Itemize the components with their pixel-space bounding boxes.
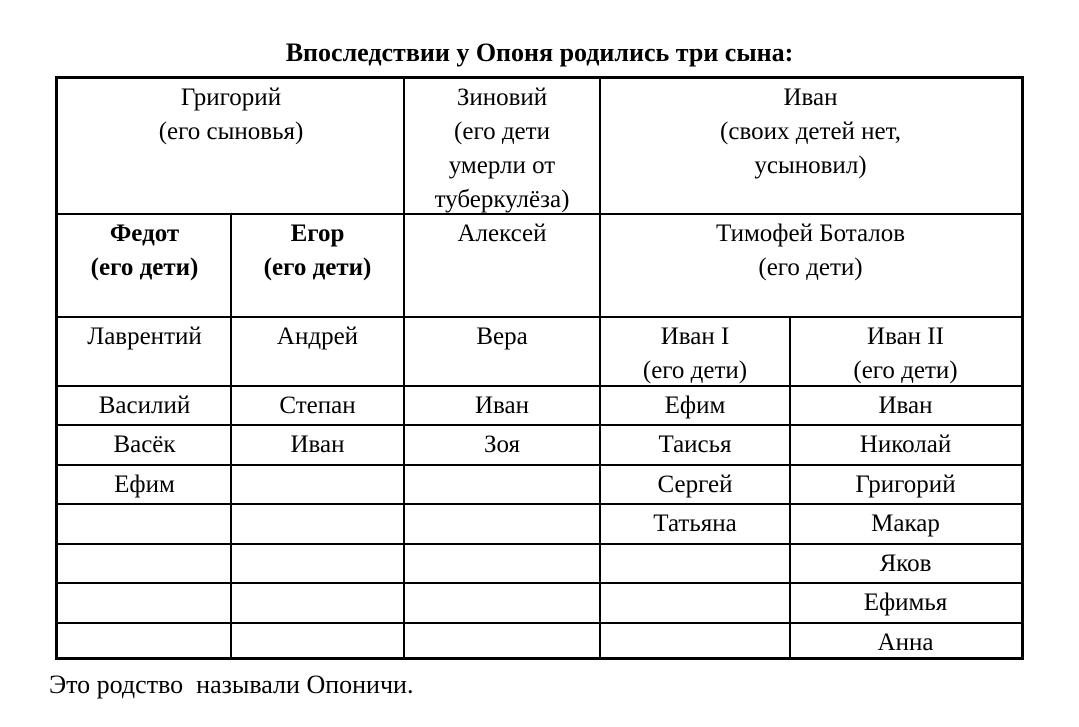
child-egor-1: Степан — [279, 392, 356, 419]
child-ivan1-6 — [600, 584, 790, 586]
cell-zinoviy-line-1: Зиновий — [456, 84, 548, 111]
family-table — [55, 76, 1024, 660]
row-divider-9 — [58, 622, 1021, 624]
child-ivan1-2: Таисья — [658, 431, 732, 458]
child-egor-6 — [231, 584, 404, 586]
child-vera-5 — [404, 545, 600, 547]
child-vera-3 — [404, 466, 600, 468]
child-ivan2-3: Григорий — [855, 471, 956, 498]
row-divider-4 — [58, 424, 1021, 426]
cell-ivan-1-line-1: Иван I — [660, 323, 730, 350]
cell-ivan-2-line-1: Иван II — [867, 323, 944, 350]
child-egor-4 — [231, 505, 404, 507]
child-fedot-1: Василий — [98, 392, 191, 419]
cell-zinoviy-line-2: (его дети — [454, 118, 550, 145]
child-ivan2-1: Иван — [878, 392, 933, 419]
child-ivan2-5: Яков — [879, 550, 932, 577]
row-divider-2 — [58, 316, 1021, 318]
cell-timofey — [600, 215, 1021, 285]
child-vera-7 — [404, 624, 600, 626]
child-ivan1-1: Ефим — [664, 392, 726, 419]
child-ivan2-7: Анна — [877, 629, 934, 656]
cell-aleksey — [404, 215, 600, 251]
row-divider-1 — [58, 213, 1021, 215]
cell-timofey-line-2: (его дети) — [758, 254, 863, 281]
child-ivan1-4: Татьяна — [653, 510, 737, 537]
child-ivan1-7 — [600, 624, 790, 626]
row-divider-7 — [58, 543, 1021, 545]
row-divider-6 — [58, 503, 1021, 505]
child-vera-2: Зоя — [483, 431, 521, 458]
cell-vera — [404, 318, 600, 354]
row-divider-3 — [58, 385, 1021, 387]
cell-andrey-line-1: Андрей — [276, 323, 359, 350]
child-egor-7 — [231, 624, 404, 626]
child-ivan2-2: Николай — [859, 431, 952, 458]
child-fedot-7 — [58, 624, 231, 626]
cell-grigoriy-line-1: Григорий — [180, 84, 282, 111]
cell-zinoviy-line-4: туберкулёза) — [434, 186, 570, 213]
cell-fedot-line-2: (его дети) — [90, 254, 199, 281]
cell-ivan-2-line-2: (его дети) — [853, 357, 958, 384]
col-divider-3 — [599, 79, 601, 657]
child-egor-3 — [231, 466, 404, 468]
child-egor-5 — [231, 545, 404, 547]
child-ivan2-4: Макар — [871, 510, 940, 537]
child-ivan2-6: Ефимья — [863, 589, 948, 616]
child-fedot-2: Васёк — [113, 431, 176, 458]
child-fedot-3: Ефим — [114, 471, 175, 498]
cell-vera-line-1: Вера — [476, 323, 528, 350]
cell-aleksey-line-1: Алексей — [457, 220, 547, 247]
cell-zinoviy-line-3: умерли от — [448, 152, 556, 179]
child-fedot-4 — [58, 505, 231, 507]
cell-ivan — [600, 79, 1021, 183]
child-vera-4 — [404, 505, 600, 507]
row-divider-8 — [58, 582, 1021, 584]
cell-timofey-line-1: Тимофей Боталов — [715, 220, 906, 247]
cell-grigoriy-line-2: (его сыновья) — [158, 118, 304, 145]
child-fedot-6 — [58, 584, 231, 586]
child-ivan1-5 — [600, 545, 790, 547]
child-vera-1: Иван — [474, 392, 529, 419]
child-egor-2: Иван — [290, 431, 345, 458]
cell-ivan-line-1: Иван — [783, 84, 838, 111]
cell-lavrentiy — [58, 318, 231, 354]
child-vera-6 — [404, 584, 600, 586]
cell-zinoviy — [404, 79, 600, 217]
child-ivan1-3: Сергей — [657, 471, 733, 498]
row-divider-5 — [58, 464, 1021, 466]
cell-ivan-1 — [600, 318, 790, 388]
child-fedot-5 — [58, 545, 231, 547]
cell-andrey — [231, 318, 404, 354]
col-divider-1 — [230, 213, 232, 657]
cell-lavrentiy-line-1: Лаврентий — [87, 323, 202, 350]
cell-egor-line-1: Егор — [290, 220, 345, 247]
cell-grigoriy — [58, 79, 404, 149]
cell-fedot — [58, 215, 231, 285]
cell-ivan-1-line-2: (его дети) — [642, 357, 748, 384]
cell-ivan-2 — [790, 318, 1021, 388]
cell-egor-line-2: (его дети) — [263, 254, 372, 281]
cell-ivan-line-2: (своих детей нет, — [720, 118, 901, 145]
page-title: Впоследствии у Опоня родились три сына: — [285, 38, 794, 67]
col-divider-2 — [403, 79, 405, 657]
cell-ivan-line-3: усыновил) — [754, 152, 867, 179]
cell-egor — [231, 215, 404, 285]
cell-fedot-line-1: Федот — [109, 220, 180, 247]
footer-note: Это родство называли Опоничи. — [49, 670, 414, 699]
col-divider-4 — [789, 316, 791, 657]
